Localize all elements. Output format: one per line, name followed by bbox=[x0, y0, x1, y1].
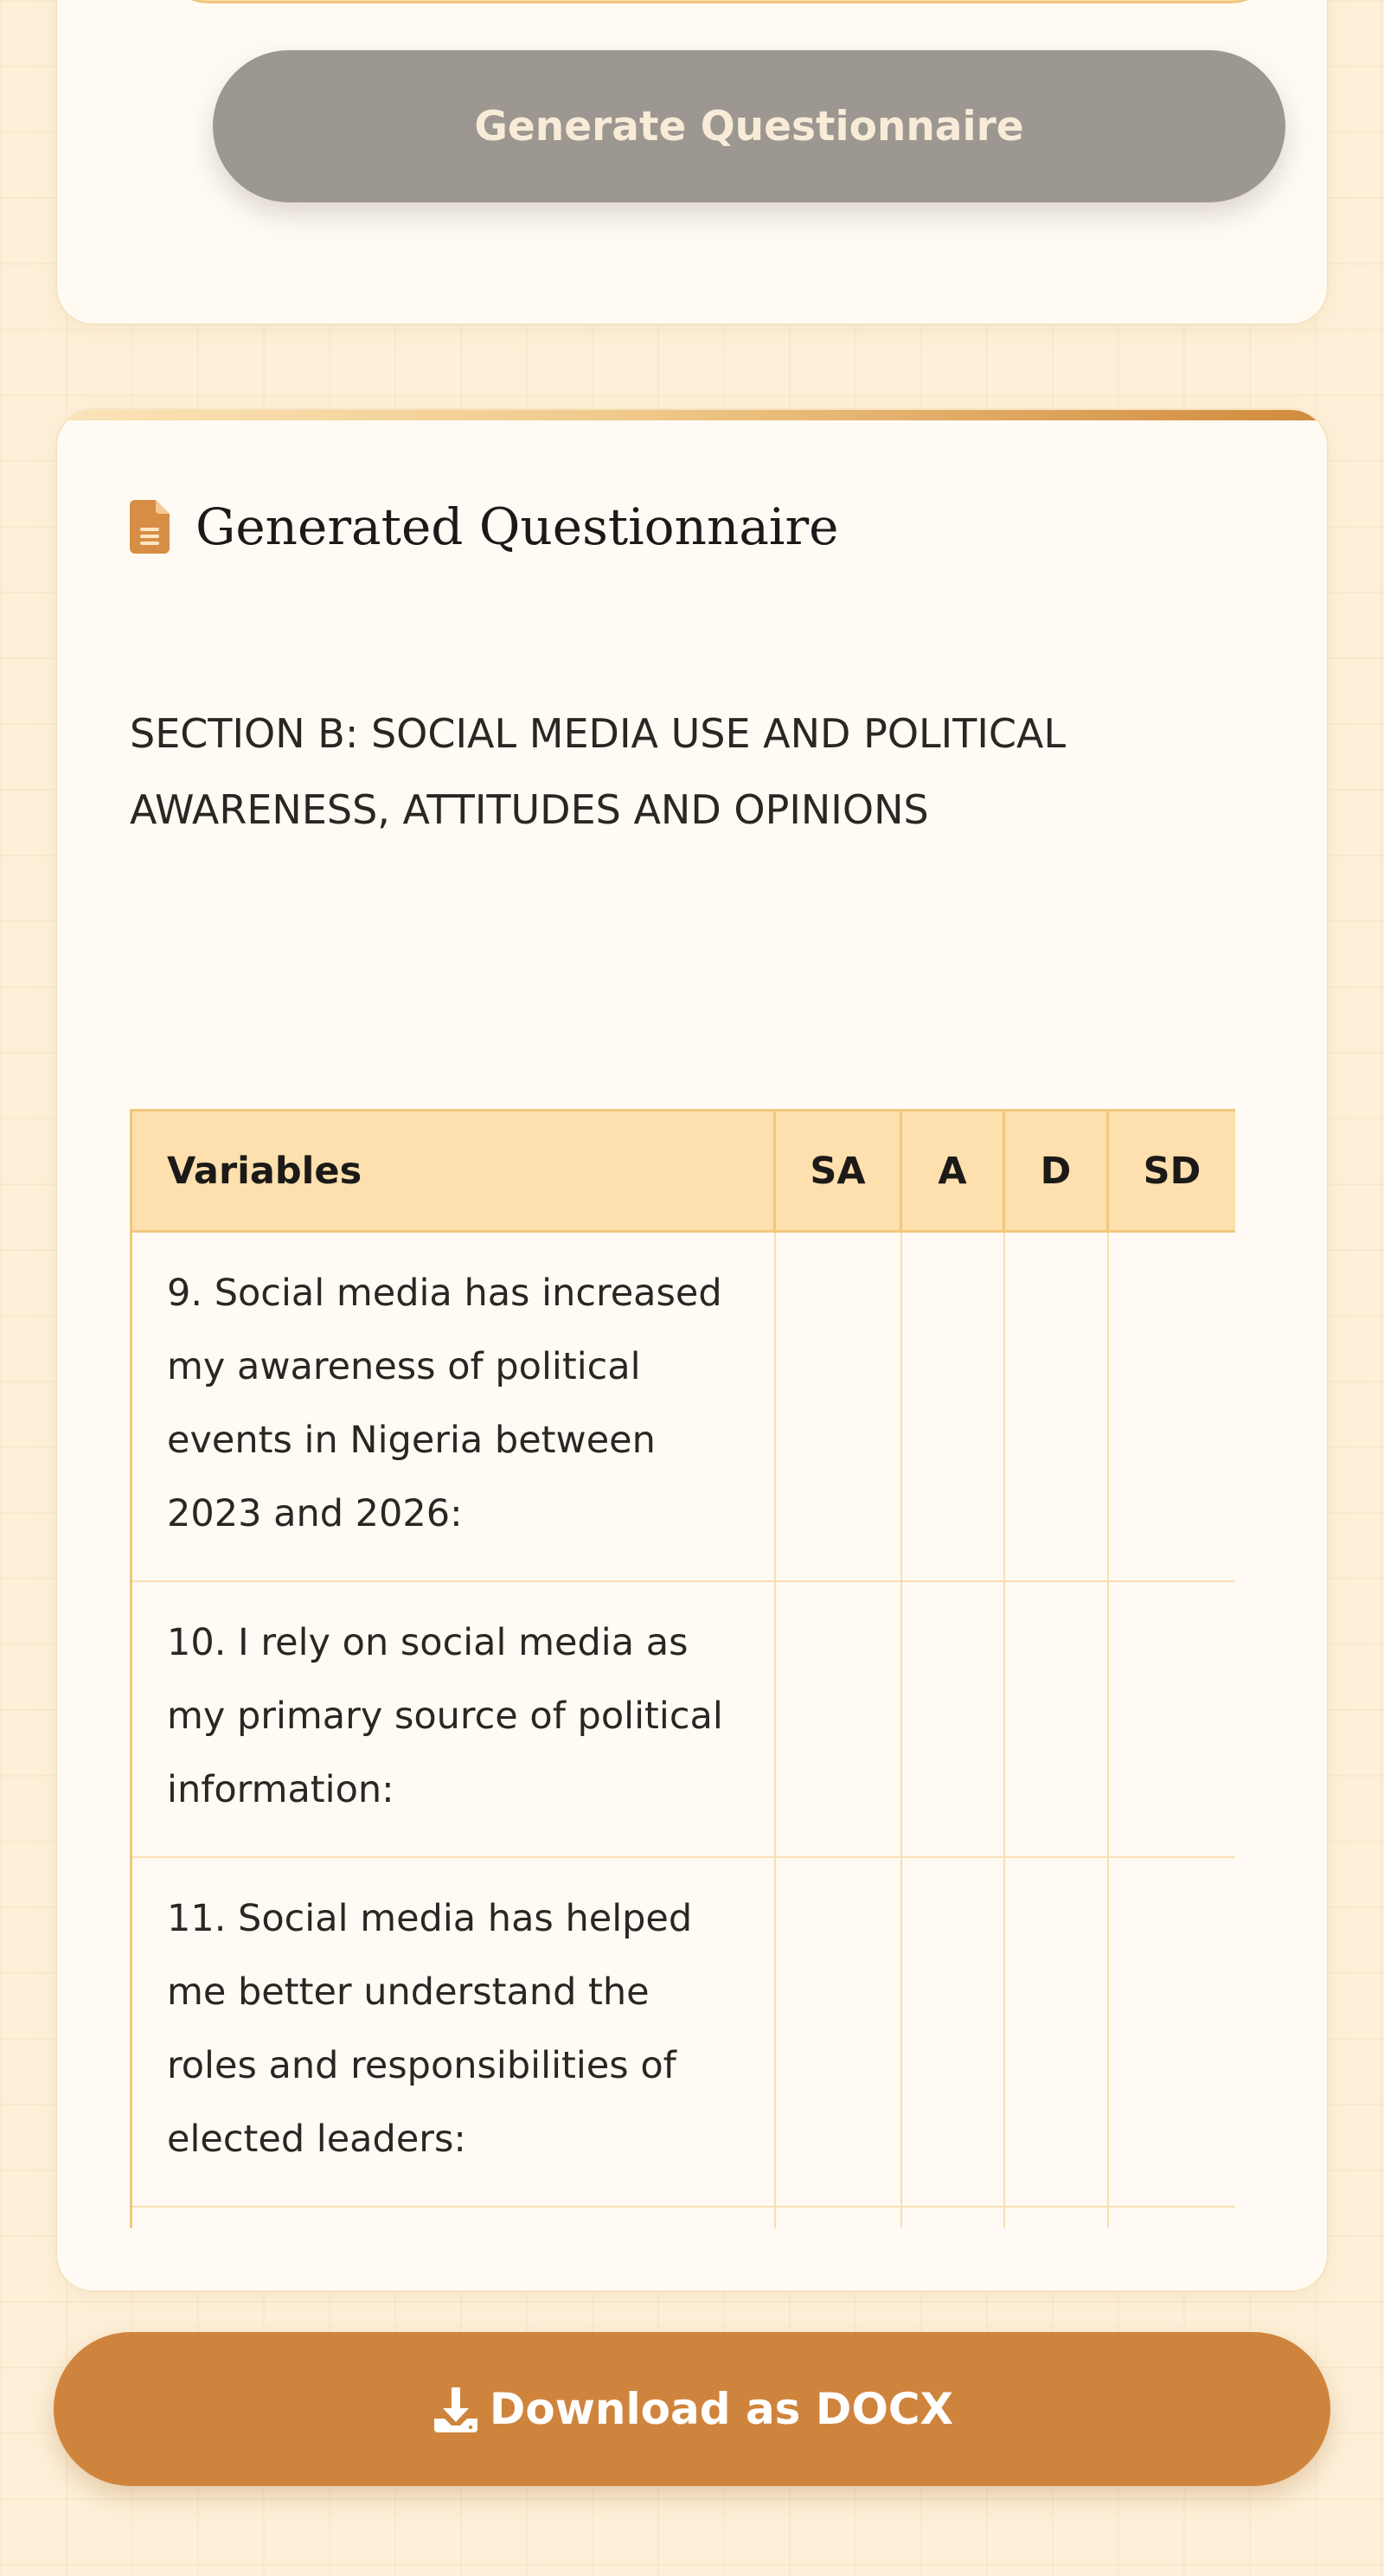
questionnaire-table-wrapper[interactable] bbox=[130, 1109, 1235, 2228]
response-cell-a bbox=[901, 1232, 1004, 1582]
response-cell-d bbox=[1004, 1857, 1108, 2207]
response-cell-sa bbox=[775, 1581, 901, 1857]
response-cell-d bbox=[1004, 2207, 1108, 2228]
table-row bbox=[131, 1857, 1236, 2207]
response-cell-a bbox=[901, 1581, 1004, 1857]
response-cell-d bbox=[1004, 1232, 1108, 1582]
header-strongly-agree: SA bbox=[775, 1111, 901, 1232]
table-row bbox=[131, 2207, 1236, 2228]
questionnaire-header bbox=[130, 488, 839, 566]
statement-cell: 10. I rely on social media as my primary source of political information: bbox=[131, 1581, 775, 1857]
response-cell-sd bbox=[1108, 1232, 1236, 1582]
response-cell-a bbox=[901, 1857, 1004, 2207]
response-cell-sd bbox=[1108, 1581, 1236, 1857]
header-agree: A bbox=[901, 1111, 1004, 1232]
questionnaire-card bbox=[55, 408, 1329, 2292]
questionnaire-title: Generated Questionnaire bbox=[195, 497, 839, 556]
document-icon bbox=[130, 500, 170, 554]
response-cell-sa bbox=[775, 1857, 901, 2207]
section-heading: SECTION B: SOCIAL MEDIA USE AND POLITICAL AWARENESS, ATTITUDES AND OPINIONS bbox=[130, 710, 1067, 833]
download-label: Download as DOCX bbox=[489, 2384, 954, 2434]
table-row bbox=[131, 1232, 1236, 1582]
statement-cell: 9. Social media has increased my awareness of political events in Nigeria between 2023 and 2026: bbox=[131, 1232, 775, 1582]
response-cell-a bbox=[901, 2207, 1004, 2228]
generator-card bbox=[55, 0, 1329, 325]
response-cell-sa bbox=[775, 1232, 901, 1582]
card-accent-bar bbox=[57, 410, 1327, 420]
download-icon bbox=[431, 2384, 481, 2434]
table-row bbox=[131, 1581, 1236, 1857]
header-strongly-disagree: SD bbox=[1108, 1111, 1236, 1232]
header-variables: Variables bbox=[131, 1111, 775, 1232]
response-cell-sd bbox=[1108, 2207, 1236, 2228]
statement-cell bbox=[131, 2207, 775, 2228]
table-header-row bbox=[131, 1111, 1236, 1232]
response-cell-sd bbox=[1108, 1857, 1236, 2207]
response-cell-d bbox=[1004, 1581, 1108, 1857]
statement-cell: 11. Social media has helped me better understand the roles and responsibilities of elected leaders: bbox=[131, 1857, 775, 2207]
likert-table bbox=[130, 1109, 1235, 2228]
generate-questionnaire-button[interactable]: Generate Questionnaire bbox=[213, 50, 1285, 202]
download-docx-button[interactable] bbox=[54, 2332, 1330, 2486]
response-cell-sa bbox=[775, 2207, 901, 2228]
previous-field-pill[interactable] bbox=[157, 0, 1282, 3]
header-disagree: D bbox=[1004, 1111, 1108, 1232]
